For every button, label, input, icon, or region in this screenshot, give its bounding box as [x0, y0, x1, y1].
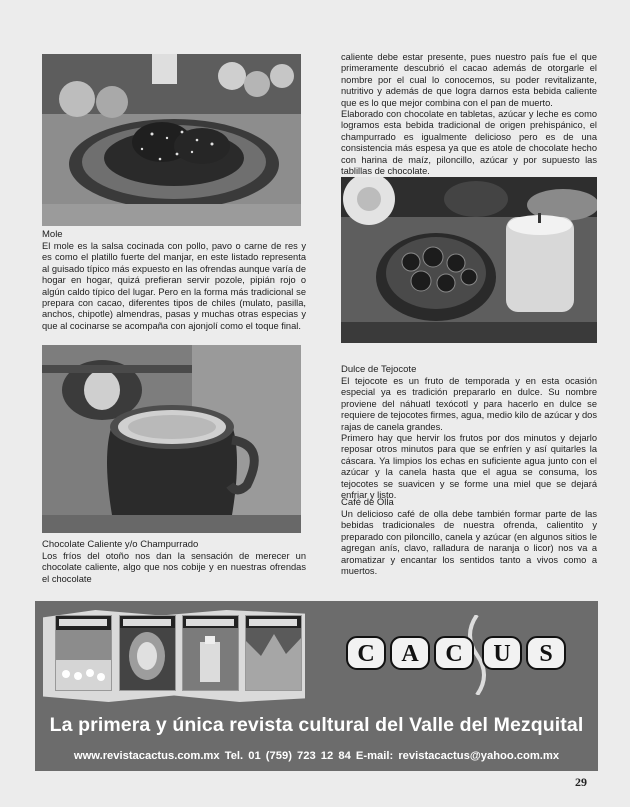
chocolate-title: Chocolate Caliente y/o Champurrado: [42, 539, 199, 550]
mole-title: Mole: [42, 229, 63, 240]
mole-photo: [42, 54, 301, 226]
ad-contact: www.revistacactus.com.mx Tel. 01 (759) 723 12 84 E-mail: revistacactus@yahoo.com.mx: [73, 750, 560, 762]
chocolate-body-right: caliente debe estar presente, pues nuestro país fue el que primeramente descubrió el cacao además de otorgarle el nombre por el cual lo conocemos, su poder revitalizante, nutritivo y además de que logra darnos esta bebida caliente que es lo que mejor combina con el pan de muerto. Elaborado con chocolate en tabletas, azúcar y leche es como logramos esta bebida tradicional de origen prehispánico, el champurrado es igualmente delicioso pero es de una consistencia más espesa ya que es atole de chocolate hecho con harina de maíz, piloncillo, azúcar y por supuesto las tablillas de chocolate.: [341, 52, 597, 177]
chocolate-body-left: Los fríos del otoño nos dan la sensación de merecer un chocolate caliente, algo que nos cobije y en nuestras ofrendas el chocolate: [42, 551, 306, 584]
cactus-advertisement: [35, 601, 598, 771]
cactus-logo: [343, 615, 583, 695]
cafe-title: Café de Olla: [341, 497, 394, 508]
svg-text:C: C: [357, 641, 375, 667]
ad-tagline: La primera y única revista cultural del Valle del Mezquital: [49, 714, 584, 736]
magazine-cover-2: [119, 615, 176, 691]
mole-body: El mole es la salsa cocinada con pollo, pavo o carne de res y es como el platillo fuerte del manjar, en este listado representa al guisado típico más expuesto en las ofrendas aunque varía de hogar en hogar, quizá prefieran servir pozole, pipián rojo o algún caldo típico del lugar. Pero en la forma más tradicional se prepara con cacao, diferentes tipos de chiles (mulato, pasilla, anchos, chipotle) almendras, pasas y muchas otras especias y que al cocinarse se acompaña con ajonjolí como el toque final.: [42, 241, 306, 331]
chocolate-photo: [42, 345, 301, 533]
svg-text:A: A: [401, 641, 419, 667]
magazine-cover-4: [245, 615, 302, 691]
svg-text:C: C: [445, 641, 463, 667]
svg-text:S: S: [539, 641, 553, 667]
page-number: 29: [575, 775, 587, 789]
tejocote-photo: [341, 177, 597, 343]
cafe-body: Un delicioso café de olla debe también formar parte de las bebidas tradicionales de nuestra ofrenda, calientito y preparado con piloncillo, canela y azúcar (en algunos sitios le agregan anís, clavo, ralladura de naranja o licor) nos va a aromatizar y encantar los sentidos tanto a vivos como a muertos.: [341, 509, 597, 577]
tejocote-title: Dulce de Tejocote: [341, 364, 417, 375]
svg-text:U: U: [493, 641, 511, 667]
magazine-cover-3: [182, 615, 239, 691]
tejocote-body: El tejocote es un fruto de temporada y en esta ocasión especial ya es tradición prepararlo en dulce. Su nombre proviene del náhuatl texócotl y para hacerlo en dulce se requiere de tejocotes firmes, agua, medio kilo de azúcar y dos rajas de canela grandes. Primero hay que hervir los frutos por dos minutos y dejarlo reposar otros minutos para que se enfríen y así quitarles la cáscara. Ya limpios los echas en suficiente agua junto con el azúcar y la canela hasta que el agua se consuma, los tejocotes se suavicen y se forme una miel que se dejará enfriar y listo.: [341, 376, 597, 501]
magazine-cover-1: [55, 615, 112, 691]
